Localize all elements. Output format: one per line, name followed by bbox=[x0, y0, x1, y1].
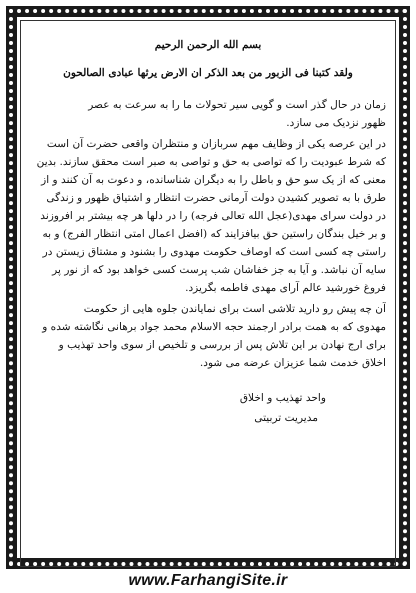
quran-verse: ولقد کتبنا فی الزبور من بعد الذکر ان الارض یرثها عبادی الصالحون bbox=[63, 67, 353, 79]
text-line: زمان در حال گذر است و گویی سیر تحولات ما را به سرعت به عصر bbox=[88, 99, 386, 111]
text-line: در این عرصه یکی از وظایف مهم سربازان و منتظران واقعی حضرت آن است bbox=[46, 138, 386, 150]
text-line: ظهور نزدیک می سازد. bbox=[286, 117, 386, 129]
text-line: که شرط عبودیت را که تواصی به حق و تواصی به صبر است محقق سازند. بدین bbox=[36, 156, 386, 168]
text-line: سایه آن نباشد. و آیا به جز خفاشان شب پرست کسی خواهد بود که از نور پر bbox=[52, 264, 386, 276]
text-line: و بر خیل بندگان راستین حق بیافزایند که (افضل اعمال امتی انتظار الفرج) و به bbox=[42, 228, 386, 240]
text-line: آن چه پیش رو دارید تلاشی است برای نمایاندن جلوه هایی از حکومت bbox=[83, 303, 386, 315]
text-line: اخلاق خدمت شما عزیزان عرضه می شود. bbox=[199, 357, 386, 369]
text-line: راستی چه کسی است که اوصاف حکومت مهدوی را بشنود و مشتاق زیستن در bbox=[42, 246, 386, 258]
bismillah-heading: بسم الله الرحمن الرحیم bbox=[154, 39, 262, 51]
text-line: برای ارج نهادن بر این تلاش پس از بررسی و تلخیص از سوی واحد تهذیب و bbox=[58, 339, 386, 351]
paragraph-2 bbox=[30, 135, 386, 297]
paragraph-3 bbox=[30, 300, 386, 372]
text-line: فروغ خورشید عالم آرای مهدی فاطمه بگریزد. bbox=[185, 282, 386, 294]
document-body bbox=[30, 28, 386, 548]
signature-line-1: واحد تهذیب و اخلاق bbox=[239, 392, 326, 404]
text-line: معنی که از یک سو حق و باطل را به دیگران شناسانده، و دعوت به آن کنند و از bbox=[41, 174, 386, 186]
text-line: طرق با به تصویر کشیدن دولت آرمانی حضرت انتظار و اشتیاق ظهور و زندگی bbox=[46, 192, 386, 204]
signature-block bbox=[30, 388, 326, 428]
text-line: مهدوی که به همت برادر ارجمند حجه الاسلام محمد جواد برهانی نگاشته شده و bbox=[42, 321, 386, 333]
website-watermark: www.FarhangiSite.ir bbox=[128, 572, 288, 589]
paragraph-1 bbox=[30, 96, 386, 132]
text-line: در دولت سرای مهدی(عجل الله تعالی فرجه) را در دلها هر چه بیشتر بر افروزند bbox=[40, 210, 386, 222]
signature-line-2: مدیریت تربیتی bbox=[254, 412, 318, 424]
